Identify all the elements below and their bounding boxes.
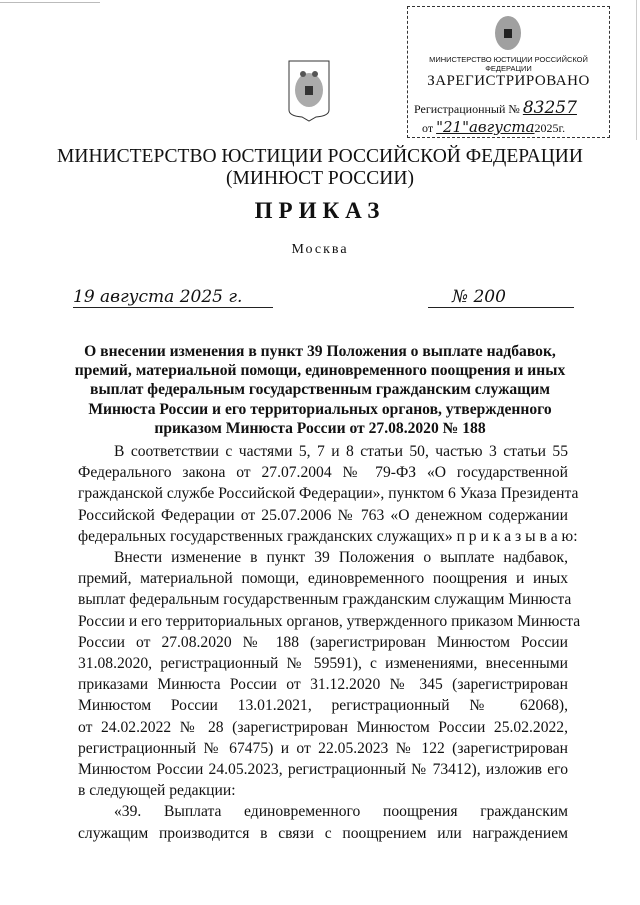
paragraph-line: регистрационный № 67475) и от 22.05.2023 № 122 (зарегистрирован bbox=[78, 739, 568, 757]
paragraph-line: от 24.02.2022 № 28 (зарегистрирован Минюстом России 25.02.2022, bbox=[78, 718, 568, 736]
paragraph-line: России и его территориальных органов, утвержденного приказом Минюста bbox=[78, 612, 581, 630]
scan-edge-line bbox=[636, 0, 637, 140]
document-type: ПРИКАЗ bbox=[254, 198, 386, 223]
paragraph-line: Минюстом России 24.05.2023, регистрационный № 73412), изложив его bbox=[78, 761, 568, 779]
coat-of-arms-emblem bbox=[288, 60, 330, 122]
order-number: № 200 bbox=[428, 287, 574, 308]
order-date: 19 августа 2025 г. bbox=[73, 287, 273, 308]
heading-line: О внесении изменения в пункт 39 Положения о выплате надбавок, bbox=[84, 343, 556, 360]
city: Москва bbox=[291, 242, 349, 257]
heading-line: выплат федеральным государственным гражданским служащим bbox=[90, 381, 550, 399]
stamp-date bbox=[422, 118, 565, 136]
date-month: августа bbox=[468, 118, 535, 136]
paragraph-line: в следующей редакции: bbox=[78, 782, 236, 800]
paragraph-line: В соответствии с частями 5, 7 и 8 статьи 50, частью 3 статьи 55 bbox=[114, 443, 568, 460]
paragraph-line: Минюстом России 13.01.2021, регистрационный № 62068), bbox=[78, 697, 568, 715]
reg-label: Регистрационный № bbox=[414, 102, 520, 116]
reg-number-handwritten: 83257 bbox=[522, 98, 577, 118]
paragraph-line: Российской Федерации от 25.07.2006 № 763 «О денежном содержании bbox=[78, 506, 568, 524]
order-heading bbox=[70, 342, 570, 438]
stamp-reg-number bbox=[414, 98, 577, 118]
ministry-short: (МИНЮСТ РОССИИ) bbox=[226, 168, 414, 189]
paragraph-line: «39. Выплата единовременного поощрения гражданским bbox=[114, 803, 568, 821]
paragraph-line: выплат федеральным государственным гражданским служащим Минюста bbox=[78, 591, 572, 609]
paragraph-line: 31.08.2020, регистрационный № 59591), с изменениями, внесенными bbox=[78, 655, 568, 673]
paragraph-line: Федерального закона от 27.07.2004 № 79-ФЗ «О государственной bbox=[78, 464, 568, 482]
stamp-emblem-icon bbox=[490, 13, 526, 53]
stamp-ministry: МИНИСТЕРСТВО ЮСТИЦИИ РОССИЙСКОЙ ФЕДЕРАЦИИ bbox=[429, 55, 588, 73]
paragraph-line: гражданской службе Российской Федерации», пунктом 6 Указа Президента bbox=[78, 485, 579, 503]
heading-line: Минюста России и его территориальных органов, утвержденного bbox=[88, 400, 552, 418]
order-body bbox=[78, 441, 581, 844]
stamp-registered: ЗАРЕГИСТРИРОВАНО bbox=[427, 73, 590, 89]
scan-edge-line bbox=[0, 2, 100, 3]
heading-line: премий, материальной помощи, единовременного поощрения и иных bbox=[74, 362, 566, 380]
paragraph-line: премий, материальной помощи, единовременного поощрения и иных bbox=[78, 570, 568, 588]
paragraph-line: Внести изменение в пункт 39 Положения о выплате надбавок, bbox=[114, 549, 568, 567]
heading-line: приказом Минюста России от 27.08.2020 № 188 bbox=[154, 419, 486, 437]
ministry-title: МИНИСТЕРСТВО ЮСТИЦИИ РОССИЙСКОЙ ФЕДЕРАЦИИ bbox=[57, 146, 583, 167]
date-year: 2025г. bbox=[534, 121, 566, 135]
paragraph-line: федеральных государственных гражданских служащих» п р и к а з ы в а ю: bbox=[78, 527, 578, 545]
registration-stamp bbox=[407, 6, 610, 138]
date-day: "21" bbox=[436, 118, 469, 136]
paragraph-line: служащим производится в связи с поощрением или награждением bbox=[78, 824, 568, 842]
paragraph-line: России от 27.08.2020 № 188 (зарегистрирован Минюстом России bbox=[78, 633, 568, 651]
paragraph-line: приказами Минюста России от 31.12.2020 № 345 (зарегистрирован bbox=[78, 676, 568, 694]
date-prefix: от bbox=[422, 121, 434, 135]
